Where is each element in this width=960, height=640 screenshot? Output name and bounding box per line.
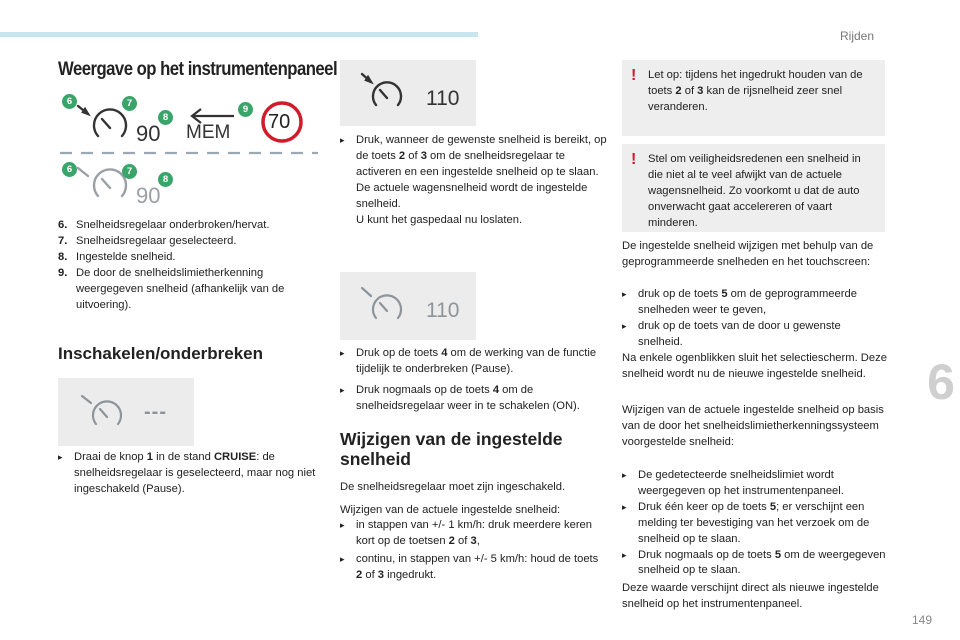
paragraph: Wijzigen van de actuele ingestelde snelheid:	[340, 504, 561, 516]
header-accent-bar	[0, 32, 478, 37]
bullet-icon: ▸	[622, 470, 627, 480]
callout-badge-7: 7	[122, 164, 137, 179]
legend-text: Snelheidsregelaar geselecteerd.	[76, 234, 237, 247]
key-number: 4	[441, 347, 448, 359]
heading-line: snelheid	[340, 448, 411, 469]
bullet-text: De gedetecteerde snelheidslimiet wordt weergegeven op het instrumentenpaneel.	[638, 469, 844, 497]
bullet-text: om de werking van de functie tijdelijk te onderbreken (Pause).	[356, 347, 597, 375]
list-item	[340, 518, 605, 550]
activate-instructions	[58, 450, 320, 500]
list-item	[58, 234, 320, 250]
bullet-text: Druk, wanneer de gewenste snelheid is bereikt, op de toets	[356, 134, 607, 162]
legend-list	[58, 218, 320, 313]
bullet-text: Druk één keer op de toets	[638, 500, 770, 513]
cruise-paused-illustration	[340, 272, 476, 340]
speed-limit-value: 70	[268, 111, 291, 133]
chapter-title: Rijden	[840, 29, 875, 43]
bullet-text: in stappen van +/- 1 km/h: druk meerdere keren kort op de toetsen	[356, 519, 592, 547]
list-item	[58, 266, 320, 314]
key-number: 5	[774, 548, 782, 561]
key-number: 5	[721, 288, 728, 300]
legend-number: 7.	[58, 234, 68, 247]
mem-label: MEM	[186, 122, 231, 143]
legend-text: De door de snelheidslimietherkenning weergegeven snelheid (afhankelijk van de uitvoering).	[76, 266, 285, 311]
cruise-paused-illustration	[58, 378, 194, 446]
instrument-display-illustration	[58, 88, 320, 206]
list-item	[622, 319, 887, 351]
key-label: CRUISE	[213, 451, 257, 463]
legend-number: 9.	[58, 266, 68, 279]
key-number: 2	[675, 84, 682, 97]
chapter-number-tab: 6	[922, 352, 960, 412]
key-number: 2	[448, 534, 455, 547]
callout-badge-7: 7	[122, 96, 137, 111]
list-item	[340, 346, 610, 378]
section-title-change-speed	[340, 430, 563, 469]
list-item	[58, 250, 320, 266]
callout-badge-9: 9	[238, 102, 253, 117]
warning-text: Let op: tijdens het ingedrukt houden van de toets	[648, 69, 863, 97]
section-title-display: Weergave op het instrumentenpaneel	[58, 59, 338, 80]
paragraph: Na enkele ogenblikken sluit het selectiescherm. Deze snelheid wordt nu de nieuwe ingestelde snelheid.	[622, 352, 887, 380]
key-number: 3	[420, 149, 427, 162]
bullet-text: : de snelheidsregelaar is geselecteerd, maar nog niet ingeschakeld (Pause).	[74, 451, 316, 495]
key-number: 4	[492, 383, 500, 396]
warning-text: kan de rijsnelheid zeer snel veranderen.	[648, 84, 843, 113]
touchscreen-instructions	[622, 287, 887, 351]
page-number: 149	[912, 613, 933, 627]
list-item	[340, 383, 610, 415]
bullet-icon: ▸	[58, 452, 63, 462]
set-speed-value: 110	[426, 87, 460, 110]
bullet-text: U kunt het gaspedaal nu loslaten.	[356, 213, 523, 226]
bullet-text: druk op de toets	[638, 288, 722, 300]
warning-icon: !	[631, 151, 637, 168]
list-item	[340, 552, 605, 584]
paragraph: Wijzigen van de actuele ingestelde snelheid op basis van de door het snelheidslimietherkenningssysteem voorgestelde snelheid:	[622, 404, 884, 448]
warning-text: of	[681, 84, 698, 97]
bullet-icon: ▸	[622, 549, 627, 560]
bullet-text: om de weergegeven snelheid op te slaan.	[638, 548, 886, 577]
change-speed-instructions	[340, 518, 605, 586]
bullet-icon: ▸	[340, 348, 345, 358]
bullet-text: ,	[476, 534, 480, 547]
list-item	[622, 500, 887, 548]
bullet-text: continu, in stappen van +/- 5 km/h: houd de toets	[356, 552, 599, 565]
legend-text: Ingestelde snelheid.	[76, 250, 176, 263]
bullet-text: of	[362, 568, 378, 581]
activate-instructions	[340, 133, 610, 230]
section-title-activate: Inschakelen/onderbreken	[58, 344, 264, 363]
speed-limit-instructions	[622, 468, 887, 579]
legend-text: Snelheidsregelaar onderbroken/hervat.	[76, 219, 270, 231]
key-number: 5	[769, 500, 777, 513]
bullet-icon: ▸	[622, 501, 627, 512]
paragraph: Deze waarde verschijnt direct als nieuwe ingestelde snelheid op het instrumentenpaneel.	[622, 582, 879, 610]
key-number: 3	[377, 568, 385, 581]
list-item	[58, 450, 320, 498]
key-number: 2	[356, 568, 363, 581]
warning-icon: !	[631, 67, 637, 84]
key-number: 3	[470, 534, 477, 547]
callout-badge-6: 6	[62, 94, 77, 109]
bullet-text: om de snelheidsregelaar te activeren en een ingestelde snelheid op te slaan. De actuele wagensnelheid wordt de ingestelde snelheid.	[356, 149, 599, 210]
cruise-active-illustration	[340, 60, 476, 126]
bullet-text: in de stand	[153, 451, 214, 463]
bullet-icon: ▸	[340, 384, 345, 395]
speedometer-icon-inactive	[58, 378, 194, 446]
speedometer-icon-inactive	[78, 168, 126, 196]
legend-number: 6.	[58, 219, 68, 231]
callout-badge-8: 8	[158, 110, 173, 125]
callout-badge-6: 6	[62, 162, 77, 177]
set-speed-value-inactive: 110	[426, 299, 460, 322]
paragraph: De snelheidsregelaar moet zijn ingeschakeld.	[340, 481, 566, 493]
bullet-icon: ▸	[340, 135, 345, 145]
set-speed-value: 90	[136, 121, 161, 146]
list-item	[622, 548, 887, 580]
bullet-text: Druk nogmaals op de toets	[356, 383, 493, 396]
bullet-text: Draai de knop	[74, 451, 147, 463]
list-item	[58, 218, 320, 234]
warning-box	[622, 60, 885, 136]
warning-text: Stel om veiligheidsredenen een snelheid in die niet al te veel afwijkt van de actuele wagensnelheid. Zo voorkomt u dat de auto onverwacht gaat accelereren of vaart minderen.	[648, 153, 861, 229]
bullet-text: om de snelheidsregelaar weer in te schakelen (ON).	[356, 383, 580, 412]
bullet-text: om de geprogrammeerde snelheden weer te geven,	[638, 288, 857, 316]
pause-instructions	[340, 346, 610, 417]
speed-placeholder: ---	[144, 401, 167, 423]
bullet-text: of	[454, 534, 471, 547]
key-number: 1	[146, 451, 153, 463]
bullet-text: ingedrukt.	[384, 568, 437, 581]
speedometer-icon	[78, 106, 126, 136]
bullet-icon: ▸	[622, 289, 627, 299]
list-item	[340, 133, 610, 228]
bullet-text: ; er verschijnt een melding ter bevestiging van het verzoek om de snelheid op te slaan.	[638, 500, 870, 545]
bullet-text: Druk op de toets	[356, 347, 442, 359]
callout-badge-8: 8	[158, 172, 173, 187]
key-number: 3	[697, 84, 704, 97]
warning-box	[622, 144, 885, 232]
legend-number: 8.	[58, 250, 68, 263]
set-speed-value-inactive: 90	[136, 183, 161, 208]
key-number: 2	[398, 149, 406, 162]
list-item	[622, 287, 887, 319]
bullet-text: of	[405, 149, 421, 162]
bullet-text: Druk nogmaals op de toets	[638, 548, 775, 561]
list-item	[622, 468, 887, 500]
heading-line: Wijzigen van de ingestelde	[340, 429, 563, 449]
bullet-icon: ▸	[340, 553, 345, 564]
bullet-text: druk op de toets van de door u gewenste snelheid.	[638, 319, 841, 348]
cruise-display-graphic	[58, 88, 320, 206]
paragraph: De ingestelde snelheid wijzigen met behulp van de geprogrammeerde snelheden en het touchscreen:	[622, 240, 874, 268]
bullet-icon: ▸	[340, 520, 345, 530]
bullet-icon: ▸	[622, 320, 627, 331]
